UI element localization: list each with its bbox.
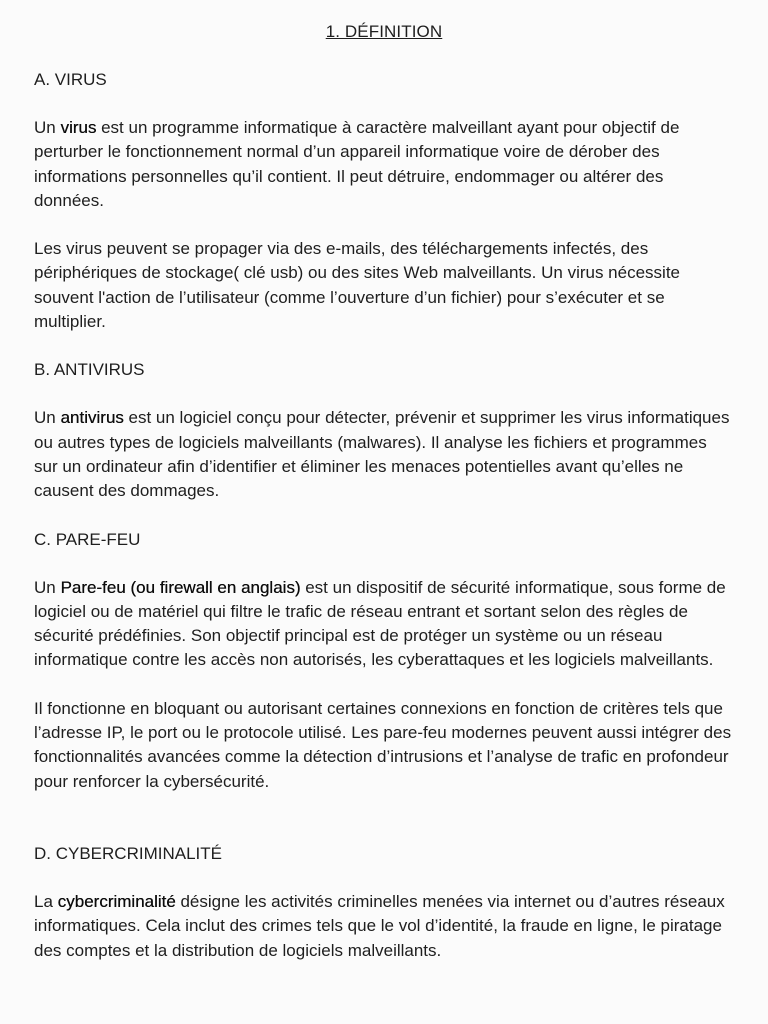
- paragraph-text: est un programme informatique à caractère malveillant ayant pour objectif de perturber le fonctionnement normal d’un appareil informatique voire de dérober des informations personnelles qu’il contient. Il peut détruire, endommager ou altérer des données.: [34, 118, 680, 210]
- spacer: [34, 818, 734, 842]
- term-virus: virus: [60, 118, 97, 137]
- paragraph-text: Un: [34, 118, 61, 137]
- term-antivirus: antivirus: [60, 408, 124, 428]
- paragraph-pare-feu-definition: [34, 576, 734, 673]
- paragraph-text: Un: [34, 408, 61, 428]
- paragraph-cybercriminalite-definition: [34, 890, 734, 963]
- section-heading-antivirus: B. ANTIVIRUS: [34, 360, 145, 380]
- paragraph-text: est un logiciel conçu pour détecter, prévenir et supprimer les virus informatiques ou autres types de logiciels malveillants (malwares). Il analyse les fichiers et programmes sur un ordinateur afin d’identifier et éliminer les menaces potentielles avant qu’elles ne causent des dommages.: [34, 408, 730, 501]
- section-heading-pare-feu: C. PARE-FEU: [34, 529, 141, 549]
- paragraph-text: Un: [34, 577, 61, 597]
- paragraph-antivirus-definition: [34, 406, 734, 503]
- paragraph-virus-definition: [34, 116, 734, 213]
- section-heading-virus: A. VIRUS: [34, 70, 107, 89]
- page-title: 1. DÉFINITION: [325, 22, 443, 41]
- paragraph-virus-propagation: Les virus peuvent se propager via des e-mails, des téléchargements infectés, des périphériques de stockage( clé usb) ou des sites Web malveillants. Un virus nécessite souvent l'action de l’utilisateur (comme l’ouverture d’un fichier) pour s’exécuter et se multiplier.: [34, 239, 680, 332]
- section-heading-cybercriminalite: D. CYBERCRIMINALITÉ: [34, 843, 222, 863]
- paragraph-text: désigne les activités criminelles menées via internet ou d’autres réseaux informatiques. Cela inclut des crimes tels que le vol d’identité, la fraude en ligne, le piratage des comptes et la distribution de logiciels malveillants.: [34, 891, 725, 960]
- paragraph-pare-feu-function: Il fonctionne en bloquant ou autorisant certaines connexions en fonction de critères tels que l’adresse IP, le port ou le protocole utilisé. Les pare-feu modernes peuvent aussi intégrer des fonctionnalités avancées comme la détection d’intrusions et l’analyse de trafic en profondeur pour renforcer la cybersécurité.: [34, 698, 732, 791]
- paragraph-text: est un dispositif de sécurité informatique, sous forme de logiciel ou de matériel qui filtre le trafic de réseau entrant et sortant selon des règles de sécurité prédéfinies. Son objectif principal est de protéger un système ou un réseau informatique contre les accès non autorisés, les cyberattaques et les logiciels malveillants.: [34, 577, 726, 670]
- term-cybercriminalite: cybercriminalité: [57, 891, 176, 911]
- term-pare-feu: Pare-feu (ou firewall en anglais): [60, 577, 301, 597]
- paragraph-text: La: [34, 891, 58, 911]
